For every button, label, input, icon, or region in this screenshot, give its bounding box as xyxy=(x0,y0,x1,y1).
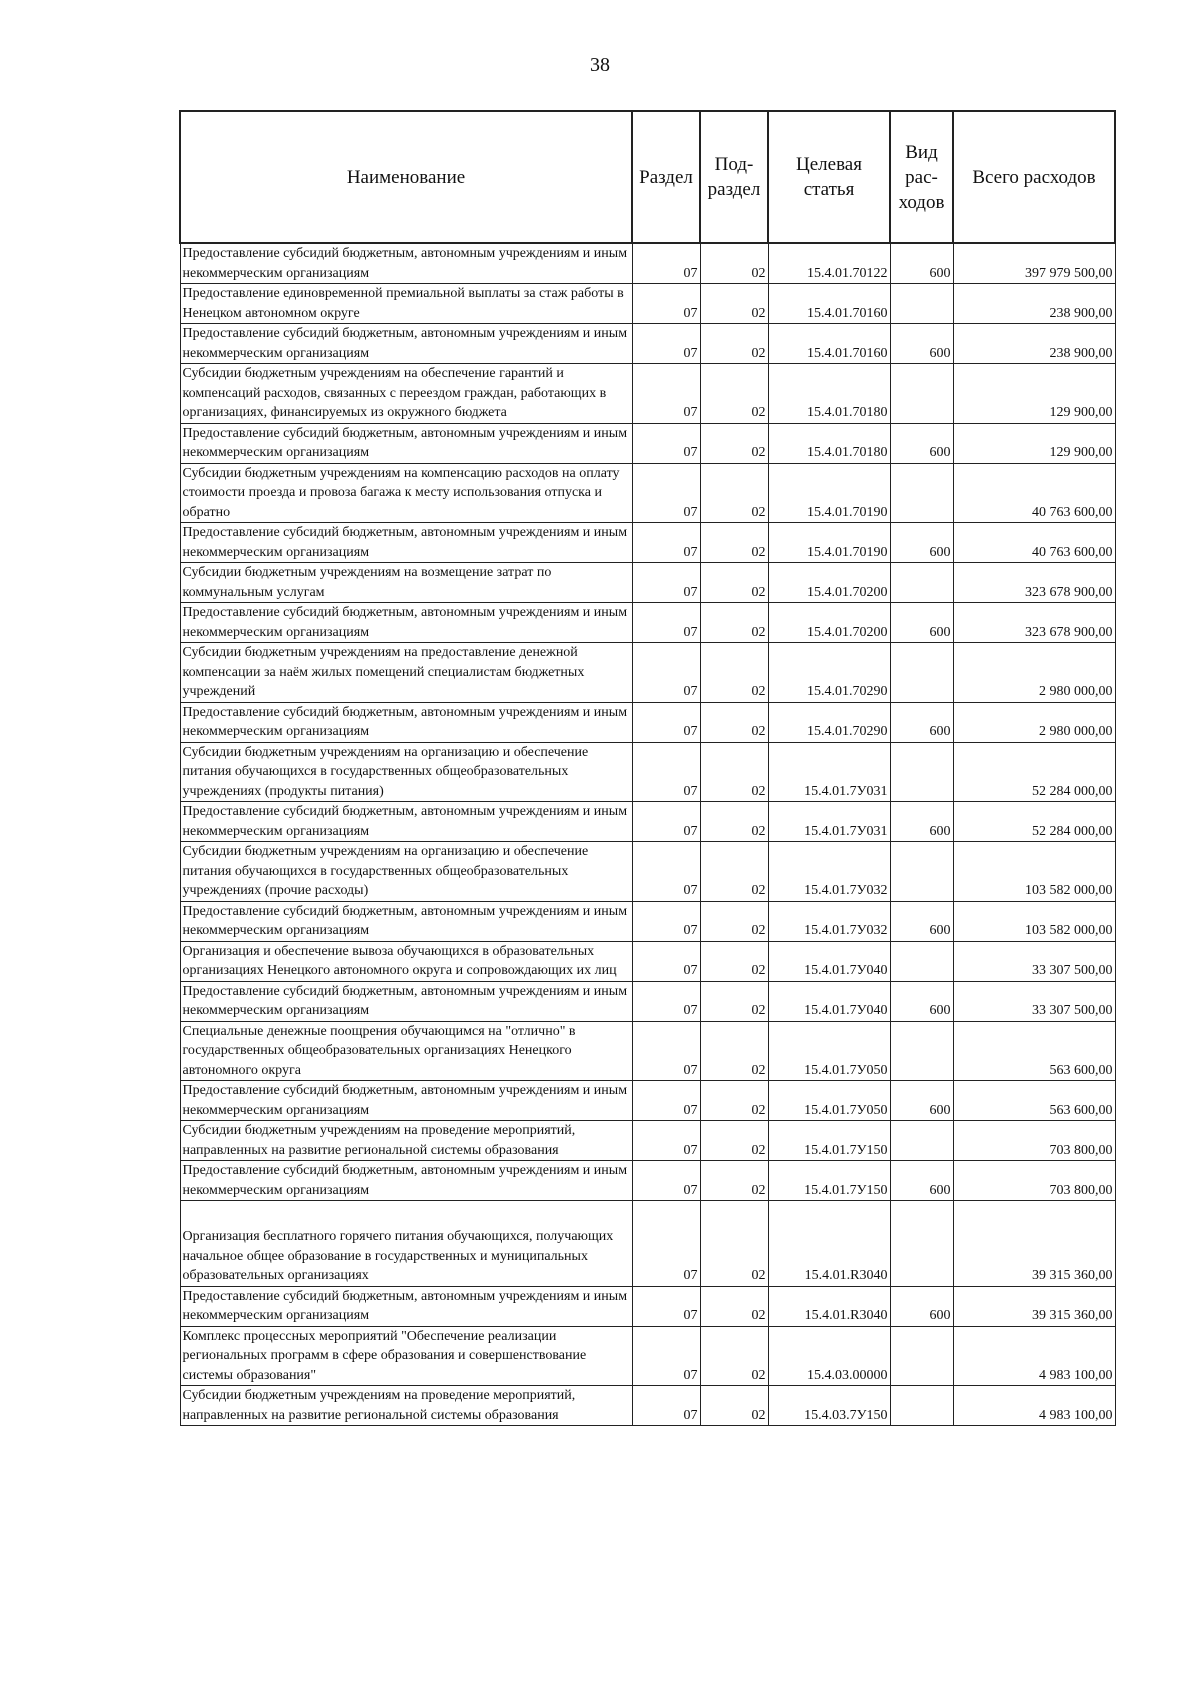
cell-razdel: 07 xyxy=(632,802,700,842)
table-row xyxy=(180,1201,1115,1287)
cell-total: 103 582 000,00 xyxy=(953,901,1115,941)
cell-celevaya: 15.4.01.70290 xyxy=(768,643,890,703)
cell-vid xyxy=(890,364,953,424)
header-vid-label: Вид рас- ходов xyxy=(898,141,945,213)
header-razdel xyxy=(632,111,700,243)
table-row xyxy=(180,463,1115,523)
cell-razdel: 07 xyxy=(632,981,700,1021)
table-row xyxy=(180,1326,1115,1386)
cell-razdel: 07 xyxy=(632,463,700,523)
cell-vid xyxy=(890,284,953,324)
cell-total: 40 763 600,00 xyxy=(953,463,1115,523)
cell-razdel: 07 xyxy=(632,941,700,981)
cell-vid xyxy=(890,1021,953,1081)
cell-name: Субсидии бюджетным учреждениям на компенсацию расходов на оплату стоимости проезда и провоза багажа к месту использования отпуска и обратно xyxy=(180,463,632,523)
cell-razdel: 07 xyxy=(632,1286,700,1326)
table-row xyxy=(180,842,1115,902)
cell-name: Специальные денежные поощрения обучающимся на "отлично" в государственных общеобразовательных организациях Ненецкого автономного округа xyxy=(180,1021,632,1081)
cell-name: Предоставление субсидий бюджетным, автономным учреждениям и иным некоммерческим организациям xyxy=(180,981,632,1021)
cell-celevaya: 15.4.01.7У050 xyxy=(768,1021,890,1081)
cell-razdel: 07 xyxy=(632,702,700,742)
cell-name: Предоставление субсидий бюджетным, автономным учреждениям и иным некоммерческим организациям xyxy=(180,901,632,941)
cell-vid: 600 xyxy=(890,1286,953,1326)
table-row xyxy=(180,742,1115,802)
cell-vid xyxy=(890,742,953,802)
table-row xyxy=(180,643,1115,703)
table-row xyxy=(180,284,1115,324)
cell-vid: 600 xyxy=(890,423,953,463)
cell-name: Предоставление субсидий бюджетным, автономным учреждениям и иным некоммерческим организациям xyxy=(180,702,632,742)
cell-vid: 600 xyxy=(890,981,953,1021)
cell-podrazdel: 02 xyxy=(700,842,768,902)
table-row xyxy=(180,1386,1115,1426)
cell-razdel: 07 xyxy=(632,284,700,324)
cell-total: 703 800,00 xyxy=(953,1121,1115,1161)
cell-celevaya: 15.4.01.70122 xyxy=(768,243,890,284)
cell-total: 40 763 600,00 xyxy=(953,523,1115,563)
cell-celevaya: 15.4.01.7У031 xyxy=(768,742,890,802)
table-row xyxy=(180,802,1115,842)
cell-vid xyxy=(890,941,953,981)
table-row xyxy=(180,523,1115,563)
cell-celevaya: 15.4.01.70200 xyxy=(768,563,890,603)
cell-total: 703 800,00 xyxy=(953,1161,1115,1201)
cell-name: Комплекс процессных мероприятий "Обеспечение реализации региональных программ в сфере образования и совершенствование системы образования" xyxy=(180,1326,632,1386)
cell-name: Субсидии бюджетным учреждениям на обеспечение гарантий и компенсаций расходов, связанных с переездом граждан, работающих в организациях, финансируемых из окружного бюджета xyxy=(180,364,632,424)
cell-total: 563 600,00 xyxy=(953,1021,1115,1081)
table-row xyxy=(180,364,1115,424)
cell-podrazdel: 02 xyxy=(700,1081,768,1121)
cell-podrazdel: 02 xyxy=(700,901,768,941)
cell-podrazdel: 02 xyxy=(700,463,768,523)
cell-vid xyxy=(890,1121,953,1161)
page-number: 38 xyxy=(590,54,610,76)
table-body xyxy=(180,243,1115,1426)
cell-total: 33 307 500,00 xyxy=(953,941,1115,981)
cell-razdel: 07 xyxy=(632,1121,700,1161)
table-row xyxy=(180,901,1115,941)
cell-razdel: 07 xyxy=(632,324,700,364)
cell-name: Субсидии бюджетным учреждениям на проведение мероприятий, направленных на развитие региональной системы образования xyxy=(180,1386,632,1426)
cell-celevaya: 15.4.01.R3040 xyxy=(768,1201,890,1287)
table-row xyxy=(180,243,1115,284)
cell-total: 39 315 360,00 xyxy=(953,1286,1115,1326)
cell-total: 4 983 100,00 xyxy=(953,1326,1115,1386)
cell-vid: 600 xyxy=(890,1081,953,1121)
cell-razdel: 07 xyxy=(632,563,700,603)
header-total-label: Всего расходов xyxy=(972,166,1096,188)
cell-celevaya: 15.4.01.7У032 xyxy=(768,842,890,902)
cell-celevaya: 15.4.01.7У032 xyxy=(768,901,890,941)
cell-name: Субсидии бюджетным учреждениям на организацию и обеспечение питания обучающихся в государственных общеобразовательных учреждениях (продукты питания) xyxy=(180,742,632,802)
cell-podrazdel: 02 xyxy=(700,1121,768,1161)
cell-razdel: 07 xyxy=(632,742,700,802)
cell-vid xyxy=(890,1201,953,1287)
header-name-label: Наименование xyxy=(346,166,466,188)
header-razdel-label: Раздел xyxy=(639,166,693,188)
header-name xyxy=(180,111,632,243)
budget-table xyxy=(179,110,1116,1426)
cell-name: Субсидии бюджетным учреждениям на проведение мероприятий, направленных на развитие региональной системы образования xyxy=(180,1121,632,1161)
cell-celevaya: 15.4.01.70200 xyxy=(768,603,890,643)
cell-vid xyxy=(890,1386,953,1426)
cell-podrazdel: 02 xyxy=(700,941,768,981)
cell-total: 2 980 000,00 xyxy=(953,702,1115,742)
cell-name: Предоставление субсидий бюджетным, автономным учреждениям и иным некоммерческим организациям xyxy=(180,523,632,563)
cell-vid: 600 xyxy=(890,1161,953,1201)
cell-total: 2 980 000,00 xyxy=(953,643,1115,703)
cell-podrazdel: 02 xyxy=(700,284,768,324)
cell-name: Субсидии бюджетным учреждениям на предоставление денежной компенсации за наём жилых помещений специалистам бюджетных учреждений xyxy=(180,643,632,703)
header-podrazdel-label: Под- раздел xyxy=(707,154,761,200)
cell-podrazdel: 02 xyxy=(700,423,768,463)
cell-name: Организация бесплатного горячего питания обучающихся, получающих начальное общее образование в государственных и муниципальных образовательных организациях xyxy=(180,1201,632,1287)
cell-razdel: 07 xyxy=(632,1161,700,1201)
cell-razdel: 07 xyxy=(632,523,700,563)
cell-total: 129 900,00 xyxy=(953,364,1115,424)
cell-total: 39 315 360,00 xyxy=(953,1201,1115,1287)
cell-celevaya: 15.4.01.7У040 xyxy=(768,981,890,1021)
cell-razdel: 07 xyxy=(632,243,700,284)
cell-podrazdel: 02 xyxy=(700,1286,768,1326)
table-row xyxy=(180,1286,1115,1326)
cell-vid xyxy=(890,1326,953,1386)
cell-name: Предоставление субсидий бюджетным, автономным учреждениям и иным некоммерческим организациям xyxy=(180,1081,632,1121)
cell-total: 323 678 900,00 xyxy=(953,603,1115,643)
table-row xyxy=(180,603,1115,643)
cell-razdel: 07 xyxy=(632,901,700,941)
cell-name: Предоставление субсидий бюджетным, автономным учреждениям и иным некоммерческим организациям xyxy=(180,423,632,463)
header-celevaya xyxy=(768,111,890,243)
table-row xyxy=(180,981,1115,1021)
cell-podrazdel: 02 xyxy=(700,802,768,842)
table-row xyxy=(180,324,1115,364)
cell-vid xyxy=(890,563,953,603)
cell-total: 33 307 500,00 xyxy=(953,981,1115,1021)
table-row xyxy=(180,1021,1115,1081)
cell-name: Субсидии бюджетным учреждениям на возмещение затрат по коммунальным услугам xyxy=(180,563,632,603)
cell-name: Предоставление субсидий бюджетным, автономным учреждениям и иным некоммерческим организациям xyxy=(180,243,632,284)
cell-podrazdel: 02 xyxy=(700,1326,768,1386)
cell-razdel: 07 xyxy=(632,603,700,643)
header-celevaya-label: Целевая статья xyxy=(796,154,862,200)
cell-vid: 600 xyxy=(890,243,953,284)
cell-razdel: 07 xyxy=(632,643,700,703)
cell-celevaya: 15.4.01.70190 xyxy=(768,463,890,523)
cell-podrazdel: 02 xyxy=(700,603,768,643)
header-total xyxy=(953,111,1115,243)
cell-podrazdel: 02 xyxy=(700,1021,768,1081)
table-row xyxy=(180,1081,1115,1121)
cell-podrazdel: 02 xyxy=(700,742,768,802)
header-vid xyxy=(890,111,953,243)
cell-total: 397 979 500,00 xyxy=(953,243,1115,284)
cell-name: Субсидии бюджетным учреждениям на организацию и обеспечение питания обучающихся в государственных общеобразовательных учреждениях (прочие расходы) xyxy=(180,842,632,902)
header-podrazdel xyxy=(700,111,768,243)
cell-name: Предоставление субсидий бюджетным, автономным учреждениям и иным некоммерческим организациям xyxy=(180,324,632,364)
table-row xyxy=(180,1161,1115,1201)
cell-total: 52 284 000,00 xyxy=(953,802,1115,842)
cell-vid: 600 xyxy=(890,802,953,842)
cell-name: Предоставление единовременной премиальной выплаты за стаж работы в Ненецком автономном округе xyxy=(180,284,632,324)
cell-podrazdel: 02 xyxy=(700,702,768,742)
cell-razdel: 07 xyxy=(632,423,700,463)
cell-name: Предоставление субсидий бюджетным, автономным учреждениям и иным некоммерческим организациям xyxy=(180,1161,632,1201)
table-row xyxy=(180,941,1115,981)
cell-celevaya: 15.4.01.70160 xyxy=(768,284,890,324)
cell-total: 52 284 000,00 xyxy=(953,742,1115,802)
cell-vid xyxy=(890,842,953,902)
cell-celevaya: 15.4.01.R3040 xyxy=(768,1286,890,1326)
cell-total: 4 983 100,00 xyxy=(953,1386,1115,1426)
cell-celevaya: 15.4.01.70190 xyxy=(768,523,890,563)
cell-vid: 600 xyxy=(890,603,953,643)
table-row xyxy=(180,1121,1115,1161)
cell-total: 238 900,00 xyxy=(953,284,1115,324)
cell-podrazdel: 02 xyxy=(700,523,768,563)
cell-razdel: 07 xyxy=(632,1021,700,1081)
table-row xyxy=(180,423,1115,463)
cell-name: Предоставление субсидий бюджетным, автономным учреждениям и иным некоммерческим организациям xyxy=(180,603,632,643)
cell-vid xyxy=(890,463,953,523)
cell-name: Организация и обеспечение вывоза обучающихся в образовательных организациях Ненецкого автономного округа и сопровождающих их лиц xyxy=(180,941,632,981)
cell-total: 563 600,00 xyxy=(953,1081,1115,1121)
cell-name: Предоставление субсидий бюджетным, автономным учреждениям и иным некоммерческим организациям xyxy=(180,1286,632,1326)
cell-razdel: 07 xyxy=(632,364,700,424)
cell-razdel: 07 xyxy=(632,842,700,902)
cell-vid: 600 xyxy=(890,523,953,563)
cell-celevaya: 15.4.01.70180 xyxy=(768,364,890,424)
cell-vid: 600 xyxy=(890,901,953,941)
cell-vid: 600 xyxy=(890,702,953,742)
cell-celevaya: 15.4.01.7У150 xyxy=(768,1121,890,1161)
cell-podrazdel: 02 xyxy=(700,324,768,364)
cell-podrazdel: 02 xyxy=(700,1386,768,1426)
cell-celevaya: 15.4.01.7У040 xyxy=(768,941,890,981)
table-row xyxy=(180,563,1115,603)
cell-vid: 600 xyxy=(890,324,953,364)
cell-razdel: 07 xyxy=(632,1081,700,1121)
cell-celevaya: 15.4.01.70160 xyxy=(768,324,890,364)
cell-podrazdel: 02 xyxy=(700,981,768,1021)
cell-celevaya: 15.4.01.70290 xyxy=(768,702,890,742)
cell-celevaya: 15.4.01.7У150 xyxy=(768,1161,890,1201)
table-row xyxy=(180,702,1115,742)
cell-total: 129 900,00 xyxy=(953,423,1115,463)
cell-podrazdel: 02 xyxy=(700,643,768,703)
table-header xyxy=(180,111,1115,243)
cell-razdel: 07 xyxy=(632,1326,700,1386)
cell-podrazdel: 02 xyxy=(700,243,768,284)
cell-total: 103 582 000,00 xyxy=(953,842,1115,902)
cell-celevaya: 15.4.01.7У031 xyxy=(768,802,890,842)
cell-total: 238 900,00 xyxy=(953,324,1115,364)
cell-vid xyxy=(890,643,953,703)
cell-podrazdel: 02 xyxy=(700,1201,768,1287)
cell-podrazdel: 02 xyxy=(700,364,768,424)
cell-name: Предоставление субсидий бюджетным, автономным учреждениям и иным некоммерческим организациям xyxy=(180,802,632,842)
cell-celevaya: 15.4.01.7У050 xyxy=(768,1081,890,1121)
cell-celevaya: 15.4.03.7У150 xyxy=(768,1386,890,1426)
cell-razdel: 07 xyxy=(632,1201,700,1287)
cell-celevaya: 15.4.01.70180 xyxy=(768,423,890,463)
cell-celevaya: 15.4.03.00000 xyxy=(768,1326,890,1386)
cell-total: 323 678 900,00 xyxy=(953,563,1115,603)
cell-podrazdel: 02 xyxy=(700,1161,768,1201)
cell-razdel: 07 xyxy=(632,1386,700,1426)
cell-podrazdel: 02 xyxy=(700,563,768,603)
